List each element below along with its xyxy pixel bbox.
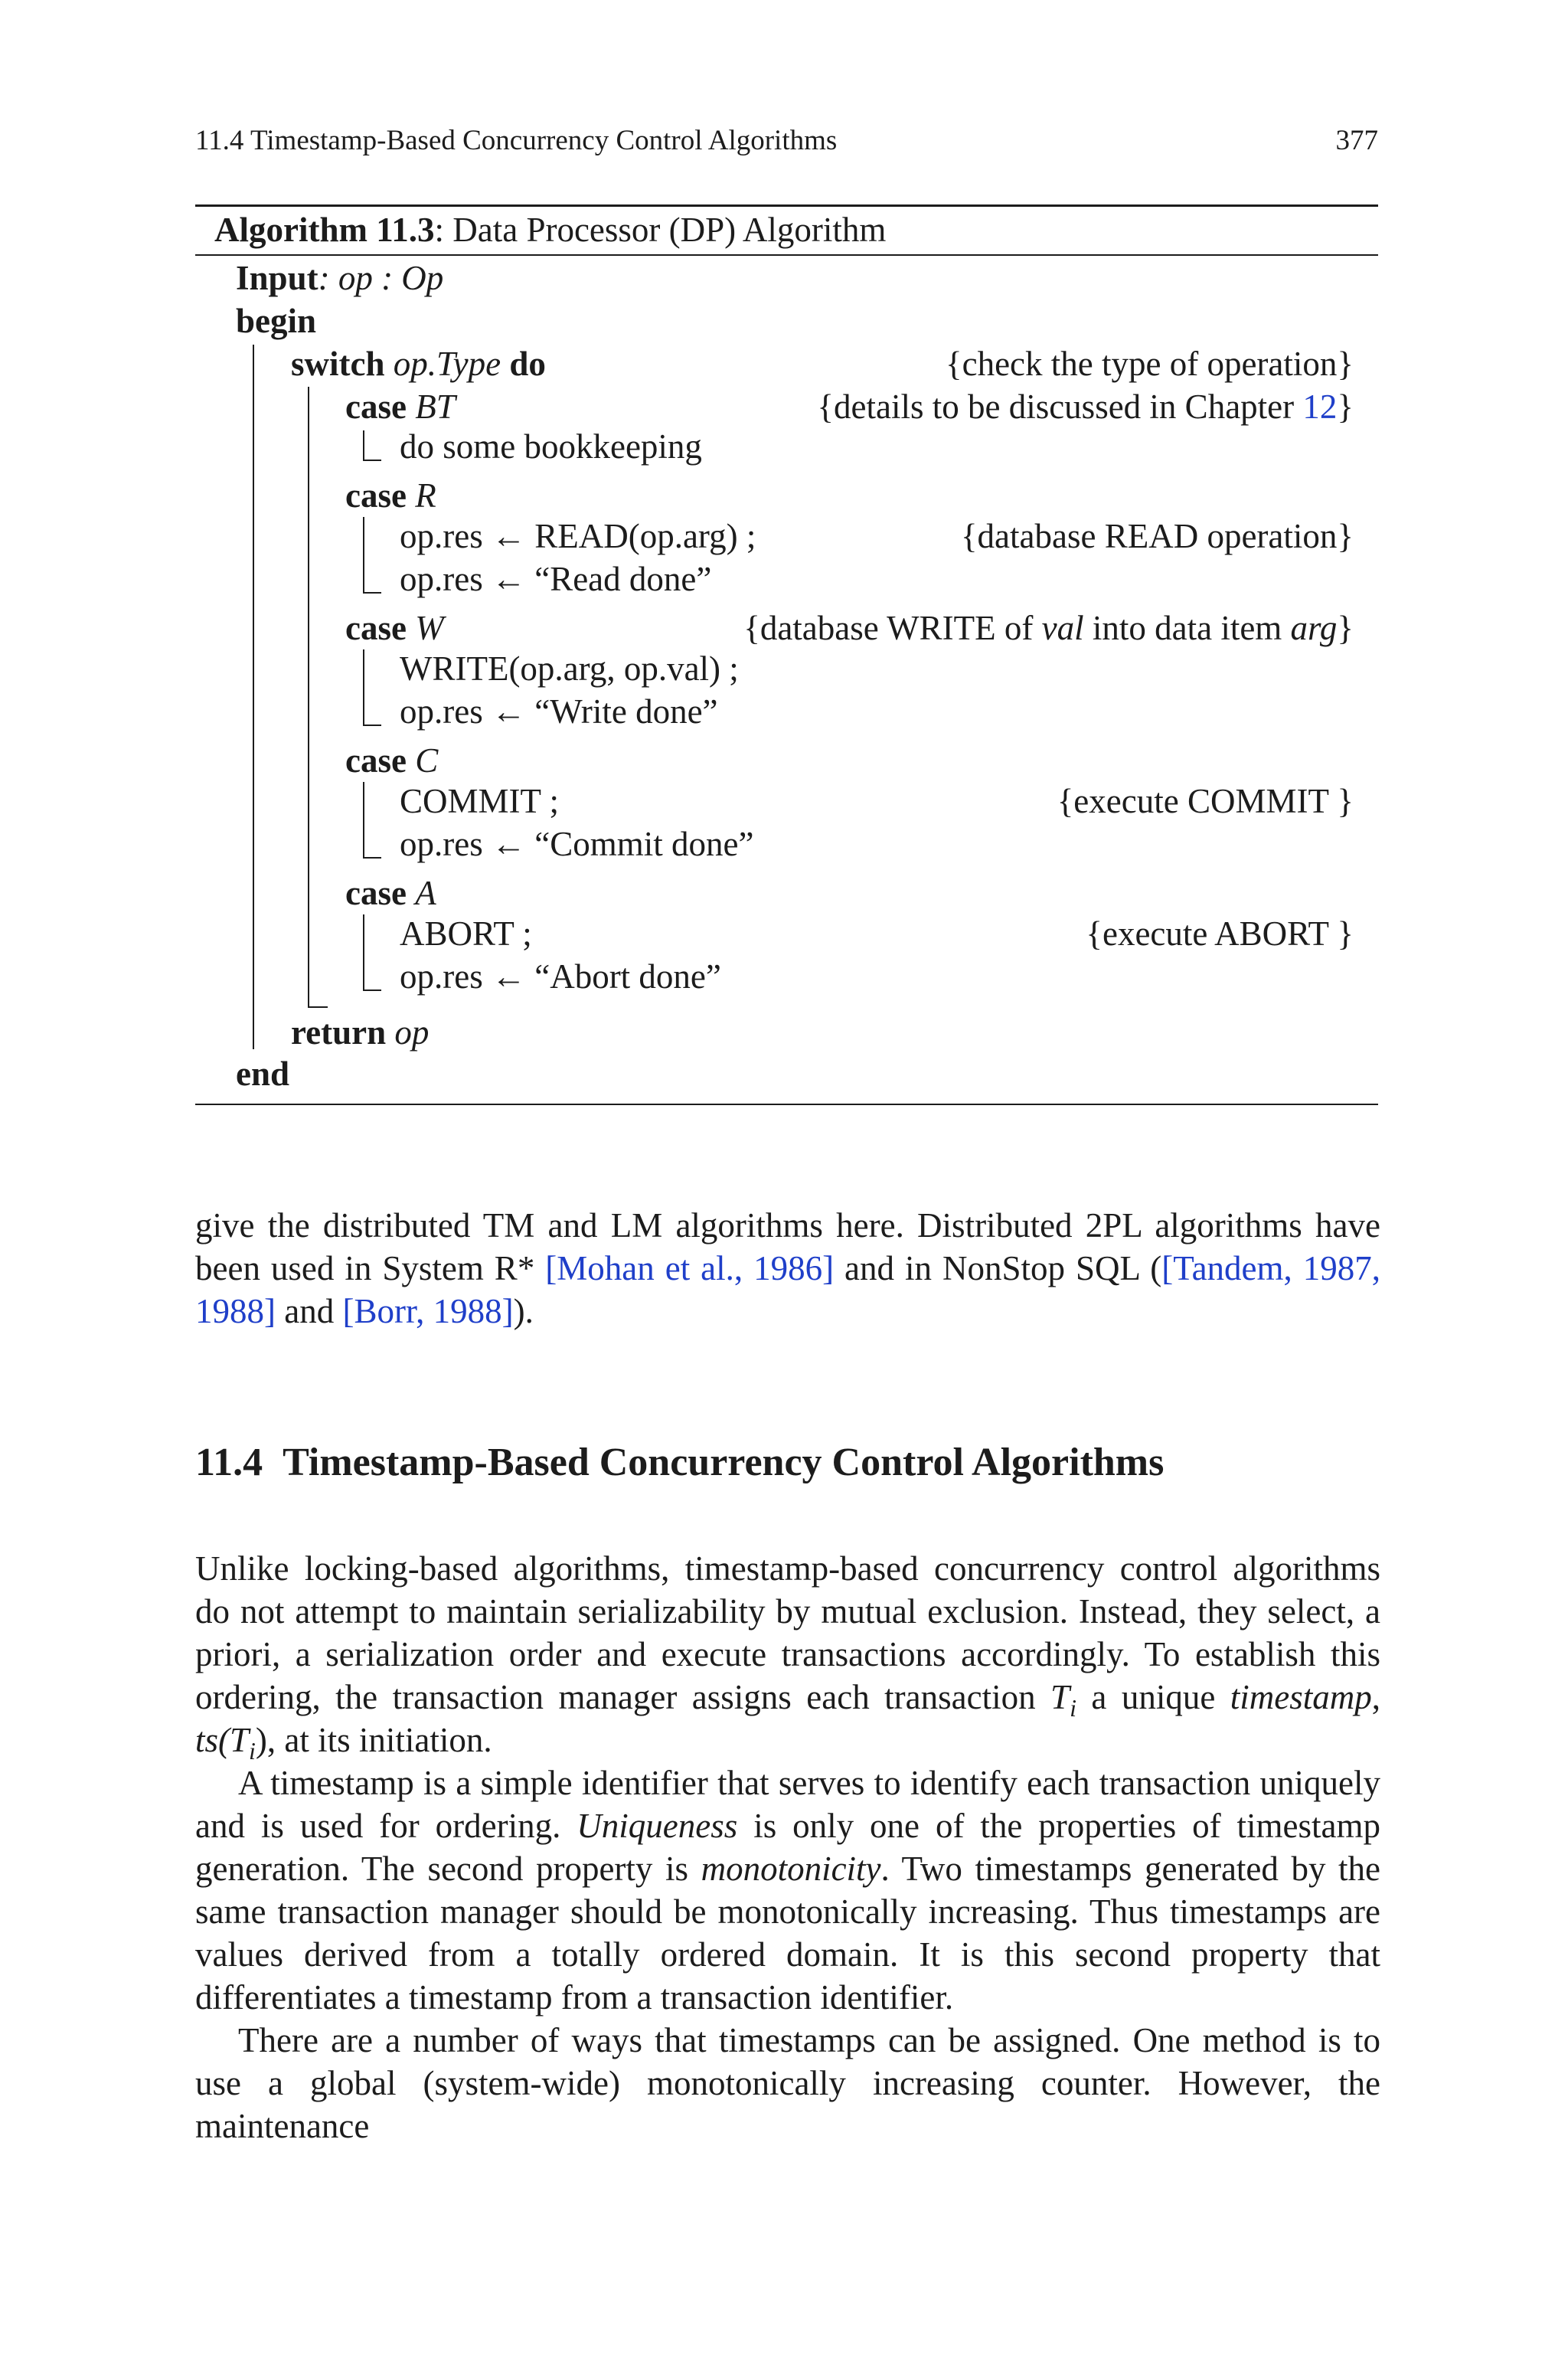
case-a-foot — [363, 989, 381, 991]
return-line — [291, 1011, 429, 1054]
case-keyword: case — [345, 741, 407, 780]
paragraph-distributed-2pl — [195, 1204, 1380, 1333]
switch-line — [291, 342, 546, 385]
switch-block-foot — [308, 1006, 328, 1008]
section-heading — [195, 1440, 1164, 1485]
write-comment — [743, 607, 1354, 649]
read-comment: {database READ operation} — [960, 517, 1354, 555]
algorithm-input-line — [236, 257, 443, 299]
paragraph-text: , — [1371, 1678, 1381, 1716]
return-keyword: return — [291, 1013, 387, 1052]
case-keyword: case — [345, 874, 407, 912]
begin-keyword: begin — [236, 302, 317, 340]
input-signature: : op : Op — [318, 259, 444, 297]
emphasis-uniqueness: Uniqueness — [577, 1807, 738, 1845]
case-c-value: C — [415, 741, 439, 780]
section-number: 11.4 — [195, 1441, 263, 1484]
case-bt-comment — [817, 385, 1354, 428]
paragraph-text: and in NonStop SQL ( — [834, 1249, 1162, 1287]
citation-borr-1988[interactable]: [Borr, 1988] — [342, 1292, 514, 1330]
switch-comment: {check the type of operation} — [946, 345, 1354, 383]
case-a-bar — [363, 914, 364, 991]
case-bt-comment-close: } — [1337, 388, 1354, 426]
chapter-12-link[interactable]: 12 — [1302, 388, 1338, 426]
abort-line-1: ABORT ; — [400, 914, 532, 953]
write-comment-val: val — [1041, 609, 1084, 647]
paragraph-text: ). — [513, 1292, 534, 1330]
paragraph-text: is only one of the properties of timestamp generation. The second property is — [195, 1807, 1381, 1888]
algorithm-bottom-rule — [195, 1104, 1378, 1105]
page-number: 377 — [1335, 125, 1378, 156]
case-w-value: W — [415, 609, 444, 647]
abort-line-2: op.res ← “Abort done” — [400, 957, 721, 996]
case-a-value: A — [415, 874, 436, 912]
paragraph-text: A timestamp is a simple identifier that serves to identify each transaction uniquely and is used for ordering. — [195, 1764, 1380, 1845]
emphasis-timestamp: timestamp — [1230, 1678, 1372, 1716]
commit-line-1: COMMIT ; — [400, 782, 559, 820]
write-comment-arg: arg — [1290, 609, 1338, 647]
case-keyword: case — [345, 388, 407, 426]
emphasis-monotonicity: monotonicity — [701, 1850, 881, 1888]
do-keyword: do — [509, 345, 546, 383]
math-t: T — [1050, 1678, 1070, 1716]
paragraph-assignment-methods — [195, 2019, 1380, 2147]
bookkeeping-line: do some bookkeeping — [400, 427, 702, 466]
read-line-2: op.res ← “Read done” — [400, 560, 712, 598]
case-r-foot — [363, 592, 381, 594]
write-comment-text: {database WRITE of — [743, 609, 1042, 647]
algorithm-top-rule — [195, 204, 1378, 207]
write-comment-close: } — [1337, 609, 1354, 647]
algorithm-caption — [214, 208, 886, 251]
paragraph-text: There are a number of ways that timestamps can be assigned. One method is to use a global (system-wide) monotonically increasing counter. However, the maintenance — [195, 2021, 1380, 2145]
case-bt-value: BT — [415, 388, 456, 426]
algorithm-caption-rule — [195, 254, 1378, 256]
begin-block-bar — [253, 345, 254, 1049]
citation-tandem-1987-1988[interactable]: [Tandem, 1987, 1988] — [195, 1249, 1380, 1330]
case-bt-line — [345, 385, 456, 428]
math-ts: ts(T — [195, 1721, 250, 1759]
case-r-value: R — [415, 476, 436, 515]
paragraph-text: . Two timestamps generated by the same transaction manager should be monotonically increasing. Thus timestamps are values derived from a totally ordered domain. It is this second property that differentiates a timestamp from a transaction identifier. — [195, 1850, 1381, 2017]
running-header-title: 11.4 Timestamp-Based Concurrency Control Algorithms — [195, 125, 838, 156]
case-c-line — [345, 739, 438, 782]
switch-expression: op.Type — [393, 345, 501, 383]
paragraph-text: and — [276, 1292, 343, 1330]
switch-block-bar — [308, 387, 309, 1007]
case-keyword: case — [345, 609, 407, 647]
paragraph-text: Unlike locking-based algorithms, timestamp-based concurrency control algorithms do not attempt to maintain serializability by mutual exclusion. Instead, they select, a priori, a serialization order and execute transactions accordingly. To establish this ordering, the transaction manager assigns each transaction — [195, 1549, 1380, 1716]
read-line-1: op.res ← READ(op.arg) ; — [400, 517, 756, 555]
write-line-2: op.res ← “Write done” — [400, 692, 718, 731]
paragraph-text: a unique — [1076, 1678, 1230, 1716]
abort-comment: {execute ABORT } — [1086, 914, 1354, 953]
write-line-1: WRITE(op.arg, op.val) ; — [400, 649, 739, 688]
case-a-line — [345, 872, 436, 914]
case-r-bar — [363, 517, 364, 594]
case-bt-comment-text: {details to be discussed in Chapter — [817, 388, 1303, 426]
section-body — [195, 1547, 1380, 2147]
return-value: op — [394, 1013, 430, 1052]
paragraph-timestamp-identifier — [195, 1761, 1380, 2019]
case-w-foot — [363, 725, 381, 726]
case-keyword: case — [345, 476, 407, 515]
section-title: Timestamp-Based Concurrency Control Algorithms — [283, 1441, 1165, 1484]
case-w-bar — [363, 649, 364, 726]
case-bt-bar — [363, 430, 364, 461]
case-c-bar — [363, 782, 364, 859]
case-c-foot — [363, 857, 381, 859]
algorithm-label: Algorithm 11.3 — [214, 211, 435, 249]
math-subscript: i — [249, 1737, 256, 1765]
math-close-paren: ) — [255, 1721, 267, 1759]
commit-line-2: op.res ← “Commit done” — [400, 825, 754, 863]
paragraph-text: , at its initiation. — [266, 1721, 492, 1759]
end-keyword: end — [236, 1055, 290, 1093]
math-subscript: i — [1070, 1694, 1076, 1722]
write-comment-mid: into data item — [1083, 609, 1291, 647]
paragraph-unlike-locking — [195, 1547, 1381, 1765]
paragraph-text: give the distributed TM and LM algorithms here. Distributed 2PL algorithms have been used in System R* — [195, 1206, 1380, 1287]
input-keyword: Input — [236, 259, 318, 297]
case-bt-foot — [363, 460, 381, 461]
switch-keyword: switch — [291, 345, 385, 383]
algorithm-title: : Data Processor (DP) Algorithm — [434, 211, 887, 249]
citation-mohan-1986[interactable]: [Mohan et al., 1986] — [545, 1249, 835, 1287]
commit-comment: {execute COMMIT } — [1057, 782, 1354, 820]
case-w-line — [345, 607, 444, 649]
case-r-line — [345, 474, 436, 517]
